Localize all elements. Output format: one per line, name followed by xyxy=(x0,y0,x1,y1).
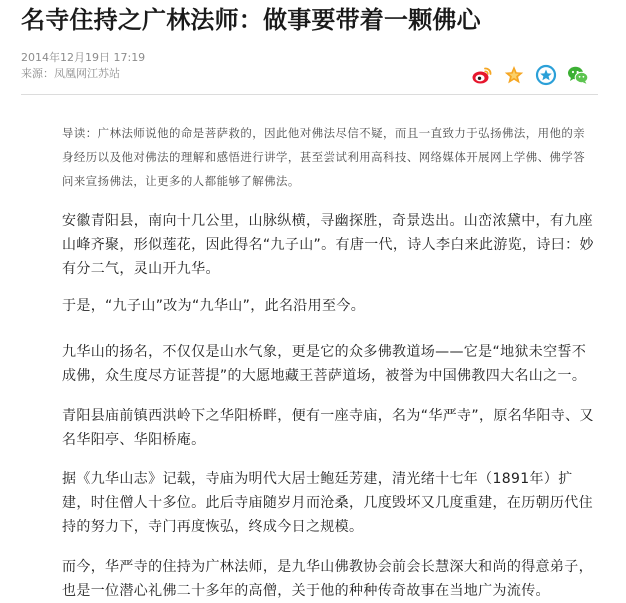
star-icon xyxy=(503,64,525,86)
wechat-icon xyxy=(567,64,589,86)
article-source: 来源：凤凰网江苏站 xyxy=(21,67,120,80)
body-paragraph-4: 青阳县庙前镇西洪岭下之华阳桥畔，便有一座寺庙，名为“华严寺”，原名华阳寺、又名华阳亭、华阳桥庵。 xyxy=(62,408,594,448)
share-weibo-button[interactable] xyxy=(471,64,493,86)
share-bar xyxy=(471,64,591,86)
article-title: 名寺住持之广林法师：做事要带着一颗佛心 xyxy=(21,6,481,34)
body-paragraph-5: 据《九华山志》记载，寺庙为明代大居士鲍廷芳建，清光绪十七年（1891年）扩建，时住僧人十多位。此后寺庙随岁月而沧桑，几度毁坏又几度重建，在历朝历代住持的努力下，寺门再度恢弘，终成今日之规模。 xyxy=(62,471,593,535)
publish-date: 2014年12月19日 17:19 xyxy=(21,51,146,64)
body-paragraph-2: 于是，“九子山”改为“九华山”，此名沿用至今。 xyxy=(62,298,366,314)
share-qzone-button[interactable] xyxy=(535,64,557,86)
body-paragraph-3: 九华山的扬名，不仅仅是山水气象，更是它的众多佛教道场——它是“地狱未空誓不成佛，众生度尽方证菩提”的大愿地藏王菩萨道场，被誉为中国佛教四大名山之一。 xyxy=(62,344,587,384)
share-wechat-button[interactable] xyxy=(567,64,589,86)
body-paragraph-1: 安徽青阳县，南向十几公里，山脉纵横，寻幽探胜，奇景迭出。山峦浓黛中，有九座山峰齐聚，形似莲花，因此得名“九子山”。有唐一代，诗人李白来此游览，诗曰：妙有分二气，灵山开九华。 xyxy=(62,213,594,277)
weibo-icon xyxy=(471,64,493,86)
qzone-icon xyxy=(535,64,557,86)
header-divider xyxy=(21,94,598,95)
article-lead: 导读：广林法师说他的命是菩萨救的，因此他对佛法尽信不疑，而且一直致力于弘扬佛法，用他的亲身经历以及他对佛法的理解和感悟进行讲学，甚至尝试利用高科技、网络媒体开展网上学佛、佛学答问来宣扬佛法，让更多的人都能够了解佛法。 xyxy=(62,126,586,188)
body-paragraph-6: 而今，华严寺的住持为广林法师，是九华山佛教协会前会长慧深大和尚的得意弟子，也是一位潜心礼佛二十多年的高僧，关于他的种种传奇故事在当地广为流传。 xyxy=(62,559,593,599)
share-favorite-button[interactable] xyxy=(503,64,525,86)
